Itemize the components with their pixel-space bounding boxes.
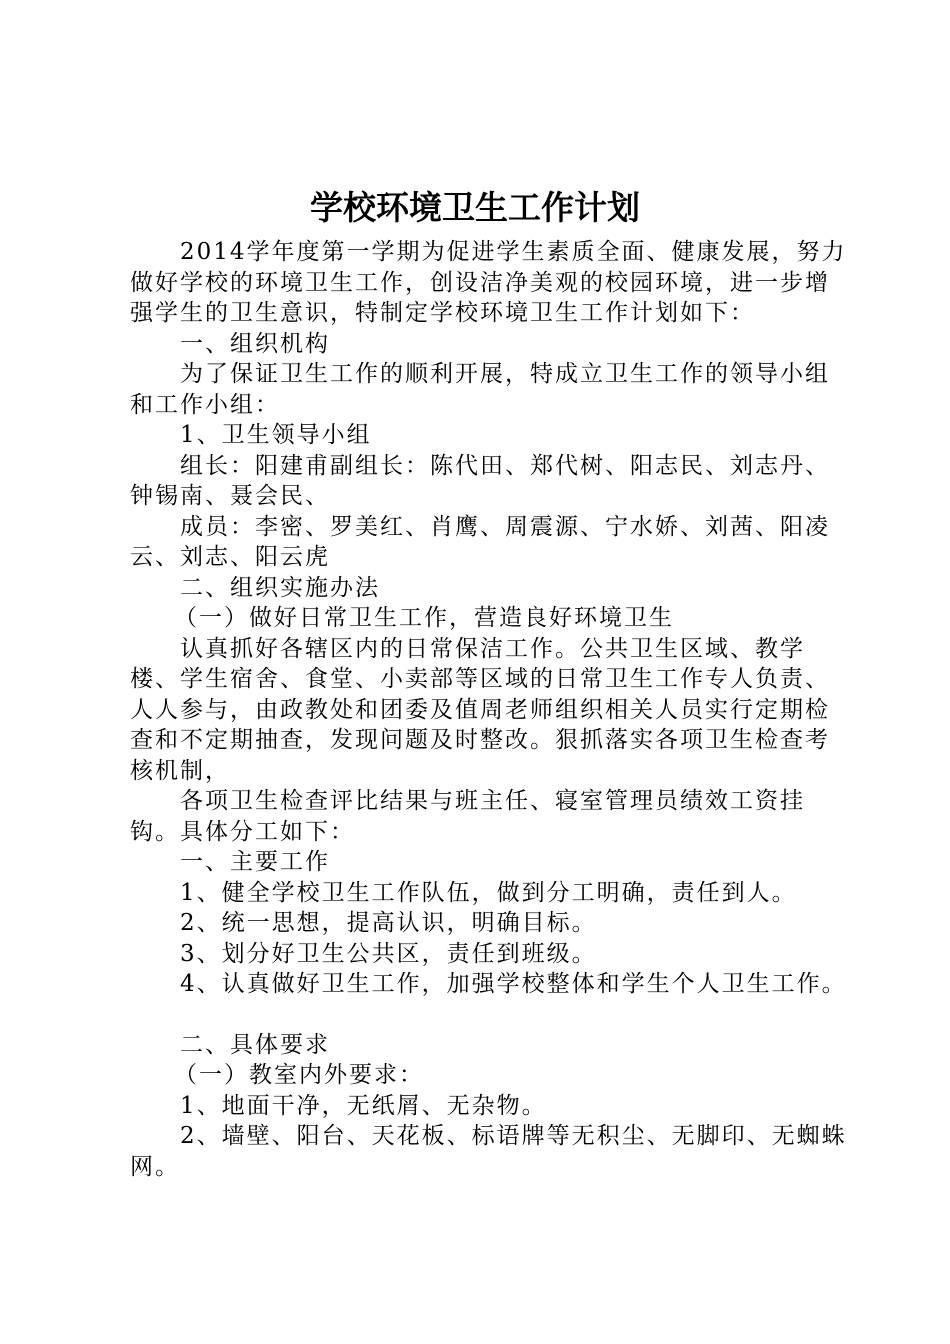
section-heading-implementation: 二、组织实施办法 — [180, 574, 380, 601]
paragraph-gap — [130, 1000, 850, 1030]
subsection-heading: （一）教室内外要求： — [174, 1062, 424, 1088]
paragraph: 为了保证卫生工作的顺利开展，特成立卫生工作的领导小组和工作小组： — [130, 361, 830, 418]
paragraph: 组长：阳建甫副组长：陈代田、郑代树、阳志民、刘志丹、钟锡南、聂会民、 — [130, 452, 830, 509]
list-item: 2、墙壁、阳台、天花板、标语牌等无积尘、无脚印、无蜘蛛网。 — [130, 1123, 847, 1180]
paragraph: 认真抓好各辖区内的日常保洁工作。公共卫生区域、教学楼、学生宿舍、食堂、小卖部等区域的日常卫生工作专人负责、人人参与，由政教处和团委及值周老师组织相关人员实行定期检查和不定期抽查，发现问题及时整改。狠抓落实各项卫生检查考核机制， — [130, 635, 830, 784]
subsection-heading: 1、卫生领导小组 — [180, 422, 372, 448]
section-heading-organization: 一、组织机构 — [180, 330, 330, 357]
list-item: 1、地面干净，无纸屑、无杂物。 — [180, 1092, 547, 1119]
document-title: 学校环境卫生工作计划 — [310, 188, 640, 227]
section-heading-main-work: 一、主要工作 — [180, 849, 330, 875]
list-item: 1、健全学校卫生工作队伍，做到分工明确，责任到人。 — [180, 879, 797, 906]
list-item: 2、统一思想，提高认识，明确目标。 — [180, 910, 597, 936]
subsection-heading: （一）做好日常卫生工作，营造良好环境卫生 — [174, 605, 674, 631]
list-item: 4、认真做好卫生工作，加强学校整体和学生个人卫生工作。 — [180, 971, 847, 997]
intro-paragraph: 2014学年度第一学期为促进学生素质全面、健康发展，努力做好学校的环境卫生工作，创设洁净美观的校园环境，进一步增强学生的卫生意识，特制定学校环境卫生工作计划如下： — [130, 239, 847, 326]
paragraph: 成员：李密、罗美红、肖鹰、周震源、宁水娇、刘茜、阳凌云、刘志、阳云虎 — [130, 513, 830, 570]
list-item: 3、划分好卫生公共区，责任到班级。 — [180, 940, 597, 967]
document-body — [130, 237, 850, 1182]
paragraph: 各项卫生检查评比结果与班主任、寝室管理员绩效工资挂钩。具体分工如下： — [130, 788, 805, 845]
section-heading-requirements: 二、具体要求 — [180, 1031, 330, 1058]
